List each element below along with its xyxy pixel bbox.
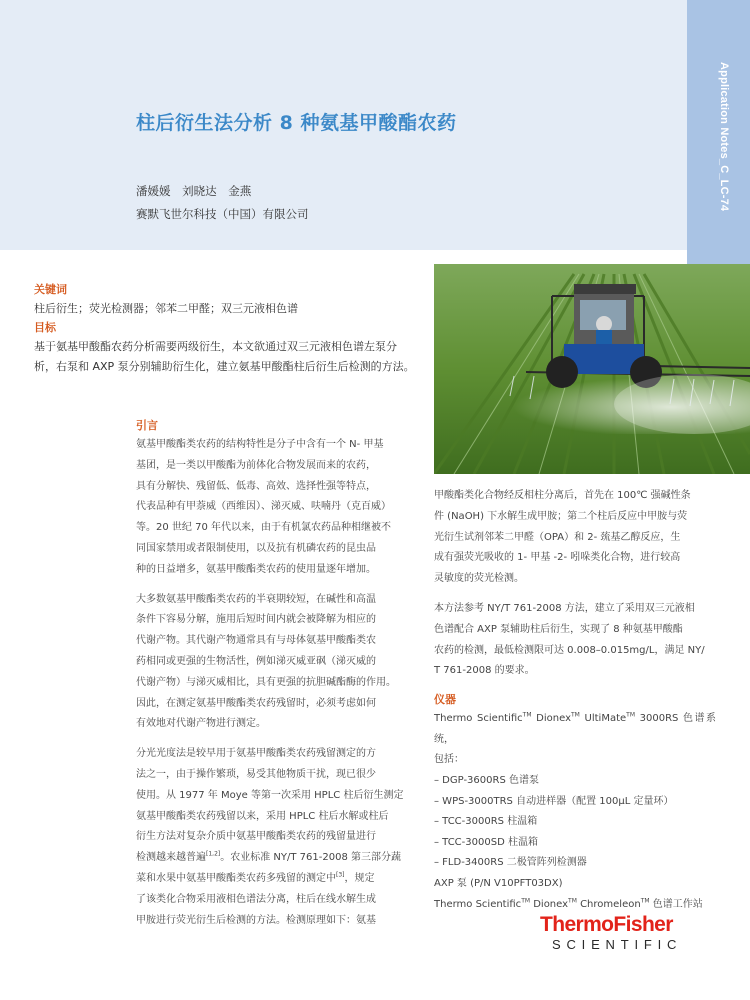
thermofisher-logo: ThermoFisher SCIENTIFIC xyxy=(540,913,683,952)
instrument-includes: 包括： xyxy=(434,754,464,766)
instrument-system: Thermo Scientific™ Dionex™ UltiMate™ 3000RS 色谱系统， xyxy=(434,711,717,745)
principle-paragraph: 甲酸酯类化合物经反相柱分离后，首先在 100℃ 强碱性条 件 (NaOH) 下水解生成甲胺；第二个柱后反应中甲胺与荧 光衍生试剂邻苯二甲醛（OPA）和 2- 巯基乙醇反应，生 成有强荧光吸收的 1- 甲基 -2- 吲哚类化合物，进行较高 灵敏度的荧光检测。 xyxy=(434,490,691,585)
method-paragraph: 本方法参考 NY/T 761-2008 方法，建立了采用双三元液相 色谱配合 AXP 泵辅助柱后衍生，实现了 8 种氨基甲酸酯 农药的检测，最低检测限可达 0.008–0.015mg/L，满足 NY/ T 761-2008 的要求。 xyxy=(434,602,705,677)
column-2 xyxy=(434,486,716,915)
citation: [1,2] xyxy=(206,850,221,858)
instrument-item: – FLD-3400RS 二极管阵列检测器 xyxy=(434,857,587,869)
authors: 潘媛媛 刘晓达 金燕 xyxy=(136,184,252,198)
instrument-item: – DGP-3600RS 色谱泵 xyxy=(434,774,539,786)
instrument-axp: AXP 泵 (P/N V10PFT03DX) xyxy=(434,877,563,889)
instrument-cds: Thermo Scientific™ Dionex™ Chromeleon™ 色谱工作站 xyxy=(434,897,703,910)
intro-paragraph-2: 大多数氨基甲酸酯类农药的半衰期较短，在碱性和高温 条件下容易分解，施用后短时间内就会被降解为相应的 代谢产物。其代谢产物通常具有与母体氨基甲酸酯类农 药相同或更强的生物活性，例如涕灭威亚砜（涕灭威的 代谢产物）与涕灭威相比，具有更强的抗胆碱酯酶的作用。 因此，在测定氨基甲酸酯类农药残留时，必须考虑如何 有效地对代谢产物进行测定。 xyxy=(136,593,396,730)
intro-paragraph-3: 分光光度法是较早用于氨基甲酸酯类农药残留测定的方 法之一，由于操作繁琐，易受其他物质干扰，现已很少 使用。从 1977 年 Moye 等第一次采用 HPLC 柱后衍生测定 氨基甲酸酯类农药残留以来，采用 HPLC 柱后水解或柱后 衍生方法对复杂介质中氨基甲酸酯类农药的残留量进行 检测越来越普遍[1,2]。农业标准 NY/T 761-2008 第三部分蔬 菜和水果中氨基甲酸酯类农药多残留的测定中[3]，规定 了该类化合物采用液相色谱法分离，柱后在线水解生成 甲胺进行荧光衍生后检测的方法。检测原理如下：氨基 xyxy=(136,748,404,926)
keywords-heading: 关键词 xyxy=(34,283,67,296)
intro-paragraph-1: 氨基甲酸酯类农药的结构特性是分子中含有一个 N- 甲基 基团，是一类以甲酸酯为前体化合物发展而来的农药， 具有分解快、残留低、低毒、高效、选择性强等特点， 代表品种有甲萘威（西维因）、涕灭威、呋喃丹（克百威） 等。20 世纪 70 年代以来，由于有机氯农药品种相继被不 同国家禁用或者限制使用，以及抗有机磷农药的昆虫品 种的日益增多，氨基甲酸酯类农药的使用量逐年增加。 xyxy=(136,439,391,575)
intro-heading: 引言 xyxy=(136,419,158,432)
summary-block xyxy=(34,281,424,377)
page-title: 柱后衍生法分析 8 种氨基甲酸酯农药 xyxy=(136,112,457,134)
citation: [3] xyxy=(336,871,345,879)
instruments-heading: 仪器 xyxy=(434,693,456,707)
instrument-item: – WPS-3000TRS 自动进样器（配置 100μL 定量环） xyxy=(434,795,674,807)
instrument-item: – TCC-3000SD 柱温箱 xyxy=(434,836,538,848)
tractor-spraying-photo xyxy=(434,264,750,474)
company: 赛默飞世尔科技（中国）有限公司 xyxy=(136,207,309,221)
goal-heading: 目标 xyxy=(34,321,56,334)
keywords: 柱后衍生；荧光检测器；邻苯二甲醛；双三元液相色谱 xyxy=(34,302,298,315)
instrument-item: – TCC-3000RS 柱温箱 xyxy=(434,816,538,828)
goal-line: 基于氨基甲酸酯农药分析需要两级衍生，本文欲通过双三元液相色谱左泵分 xyxy=(34,340,397,353)
column-1 xyxy=(136,417,419,940)
side-label: Application Notes_C_LC-74 xyxy=(718,62,730,212)
goal-line: 析，右泵和 AXP 泵分别辅助衍生化，建立氨基甲酸酯柱后衍生后检测的方法。 xyxy=(34,360,415,373)
